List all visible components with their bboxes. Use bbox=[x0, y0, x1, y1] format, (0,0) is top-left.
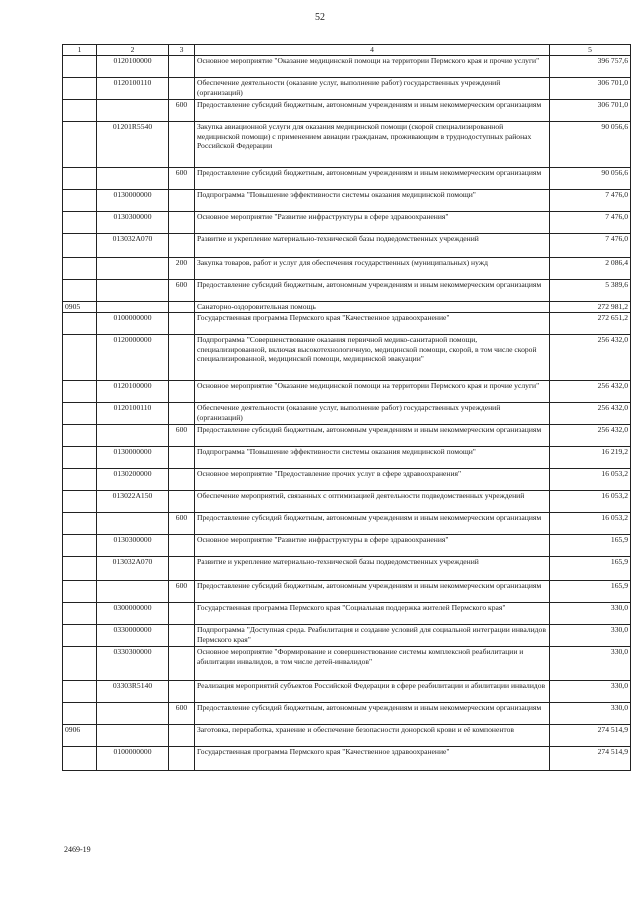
expense-type bbox=[169, 647, 195, 681]
table-row bbox=[63, 335, 631, 381]
expense-type bbox=[169, 212, 195, 234]
target-code bbox=[97, 703, 169, 725]
expense-type: 600 bbox=[169, 513, 195, 535]
section-code bbox=[63, 469, 97, 491]
column-header: 5 bbox=[550, 45, 631, 56]
item-name: Обеспечение деятельности (оказание услуг, выполнение работ) государственных учреждений (организаций) bbox=[195, 78, 550, 100]
item-name: Заготовка, переработка, хранение и обеспечение безопасности донорской крови и её компонентов bbox=[195, 725, 550, 747]
section-code bbox=[63, 56, 97, 78]
item-name: Государственная программа Пермского края "Качественное здравоохранение" bbox=[195, 747, 550, 771]
section-code bbox=[63, 581, 97, 603]
section-code bbox=[63, 234, 97, 258]
table-row bbox=[63, 703, 631, 725]
table-row bbox=[63, 212, 631, 234]
target-code: 013032А070 bbox=[97, 557, 169, 581]
target-code: 03303R5140 bbox=[97, 681, 169, 703]
section-code bbox=[63, 403, 97, 425]
section-code bbox=[63, 491, 97, 513]
target-code bbox=[97, 425, 169, 447]
item-name: Основное мероприятие "Оказание медицинской помощи на территории Пермского края и прочие услуги" bbox=[195, 381, 550, 403]
expense-type bbox=[169, 78, 195, 100]
item-name: Подпрограмма "Повышение эффективности системы оказания медицинской помощи" bbox=[195, 447, 550, 469]
amount: 5 389,6 bbox=[550, 280, 631, 302]
amount: 16 053,2 bbox=[550, 513, 631, 535]
expense-type bbox=[169, 725, 195, 747]
expense-type bbox=[169, 557, 195, 581]
amount: 306 701,0 bbox=[550, 100, 631, 122]
table-row bbox=[63, 681, 631, 703]
section-code bbox=[63, 625, 97, 647]
expense-type bbox=[169, 625, 195, 647]
expense-type: 600 bbox=[169, 280, 195, 302]
target-code bbox=[97, 168, 169, 190]
table-row bbox=[63, 56, 631, 78]
table-row bbox=[63, 647, 631, 681]
section-code bbox=[63, 122, 97, 168]
item-name: Основное мероприятие "Формирование и совершенствование системы комплексной реабилитации и абилитации инвалидов, в том числе детей-инвалидов" bbox=[195, 647, 550, 681]
section-code bbox=[63, 557, 97, 581]
target-code bbox=[97, 513, 169, 535]
section-code bbox=[63, 425, 97, 447]
target-code: 0100000000 bbox=[97, 313, 169, 335]
section-code bbox=[63, 513, 97, 535]
amount: 165,9 bbox=[550, 557, 631, 581]
column-header: 1 bbox=[63, 45, 97, 56]
item-name: Предоставление субсидий бюджетным, автономным учреждениям и иным некоммерческим организациям bbox=[195, 280, 550, 302]
target-code: 0130300000 bbox=[97, 212, 169, 234]
page-number: 52 bbox=[315, 12, 325, 23]
item-name: Развитие и укрепление материально-технической базы подведомственных учреждений bbox=[195, 234, 550, 258]
table-row bbox=[63, 535, 631, 557]
section-code bbox=[63, 747, 97, 771]
expense-type bbox=[169, 681, 195, 703]
section-code bbox=[63, 168, 97, 190]
item-name: Основное мероприятие "Развитие инфраструктуры в сфере здравоохранения" bbox=[195, 535, 550, 557]
target-code bbox=[97, 280, 169, 302]
section-code bbox=[63, 212, 97, 234]
amount: 165,9 bbox=[550, 535, 631, 557]
section-code bbox=[63, 100, 97, 122]
section-code bbox=[63, 447, 97, 469]
table-row bbox=[63, 747, 631, 771]
column-header: 4 bbox=[195, 45, 550, 56]
table-body bbox=[63, 56, 631, 771]
amount: 306 701,0 bbox=[550, 78, 631, 100]
target-code: 0300000000 bbox=[97, 603, 169, 625]
expense-type bbox=[169, 190, 195, 212]
section-code bbox=[63, 335, 97, 381]
target-code: 0130000000 bbox=[97, 447, 169, 469]
table-row bbox=[63, 234, 631, 258]
section-code bbox=[63, 280, 97, 302]
item-name: Основное мероприятие "Оказание медицинской помощи на территории Пермского края и прочие услуги" bbox=[195, 56, 550, 78]
target-code: 01201R5540 bbox=[97, 122, 169, 168]
amount: 396 757,6 bbox=[550, 56, 631, 78]
amount: 16 053,2 bbox=[550, 491, 631, 513]
target-code: 0130200000 bbox=[97, 469, 169, 491]
table-row bbox=[63, 190, 631, 212]
table-row bbox=[63, 513, 631, 535]
document-code: 2469-19 bbox=[64, 845, 91, 854]
table-row bbox=[63, 557, 631, 581]
section-code bbox=[63, 190, 97, 212]
item-name: Подпрограмма "Совершенствование оказания первичной медико-санитарной помощи, специализированной, включая высокотехнологичную, медицинской помощи, скорой, в том числе скорой специализированной, медицинской помощи, медицинской эвакуации" bbox=[195, 335, 550, 381]
target-code: 0130000000 bbox=[97, 190, 169, 212]
item-name: Закупка товаров, работ и услуг для обеспечения государственных (муниципальных) нужд bbox=[195, 258, 550, 280]
expense-type bbox=[169, 381, 195, 403]
table-row bbox=[63, 168, 631, 190]
section-code bbox=[63, 535, 97, 557]
target-code bbox=[97, 725, 169, 747]
column-number-row bbox=[63, 45, 631, 56]
section-code bbox=[63, 313, 97, 335]
section-code bbox=[63, 603, 97, 625]
table-row bbox=[63, 603, 631, 625]
target-code: 0120000000 bbox=[97, 335, 169, 381]
item-name: Предоставление субсидий бюджетным, автономным учреждениям и иным некоммерческим организациям bbox=[195, 581, 550, 603]
amount: 2 086,4 bbox=[550, 258, 631, 280]
item-name: Санаторно-оздоровительная помощь bbox=[195, 302, 550, 313]
table-row bbox=[63, 122, 631, 168]
budget-table bbox=[62, 44, 631, 771]
target-code: 0330000000 bbox=[97, 625, 169, 647]
section-code: 0906 bbox=[63, 725, 97, 747]
target-code: 013022А150 bbox=[97, 491, 169, 513]
expense-type: 600 bbox=[169, 703, 195, 725]
table-row bbox=[63, 403, 631, 425]
item-name: Развитие и укрепление материально-технической базы подведомственных учреждений bbox=[195, 557, 550, 581]
expense-type bbox=[169, 335, 195, 381]
target-code bbox=[97, 302, 169, 313]
expense-type bbox=[169, 535, 195, 557]
target-code: 0120100110 bbox=[97, 78, 169, 100]
expense-type bbox=[169, 122, 195, 168]
target-code: 0130300000 bbox=[97, 535, 169, 557]
target-code: 0120100000 bbox=[97, 381, 169, 403]
expense-type bbox=[169, 447, 195, 469]
item-name: Обеспечение мероприятий, связанных с оптимизацией деятельности подведомственных учреждений bbox=[195, 491, 550, 513]
item-name: Предоставление субсидий бюджетным, автономным учреждениям и иным некоммерческим организациям bbox=[195, 100, 550, 122]
amount: 256 432,0 bbox=[550, 335, 631, 381]
amount: 272 651,2 bbox=[550, 313, 631, 335]
target-code: 013032А070 bbox=[97, 234, 169, 258]
table-row bbox=[63, 313, 631, 335]
section-code: 0905 bbox=[63, 302, 97, 313]
amount: 7 476,0 bbox=[550, 234, 631, 258]
target-code: 0120100000 bbox=[97, 56, 169, 78]
amount: 16 053,2 bbox=[550, 469, 631, 491]
expense-type bbox=[169, 469, 195, 491]
amount: 330,0 bbox=[550, 703, 631, 725]
expense-type bbox=[169, 313, 195, 335]
table-row bbox=[63, 302, 631, 313]
amount: 256 432,0 bbox=[550, 381, 631, 403]
amount: 330,0 bbox=[550, 625, 631, 647]
target-code bbox=[97, 581, 169, 603]
amount: 7 476,0 bbox=[550, 190, 631, 212]
amount: 7 476,0 bbox=[550, 212, 631, 234]
expense-type bbox=[169, 747, 195, 771]
item-name: Подпрограмма "Повышение эффективности системы оказания медицинской помощи" bbox=[195, 190, 550, 212]
table-row bbox=[63, 78, 631, 100]
table-row bbox=[63, 469, 631, 491]
amount: 256 432,0 bbox=[550, 425, 631, 447]
amount: 256 432,0 bbox=[550, 403, 631, 425]
expense-type bbox=[169, 491, 195, 513]
table-row bbox=[63, 625, 631, 647]
item-name: Закупка авиационной услуги для оказания медицинской помощи (скорой специализированной медицинской помощи) с применением авиации гражданам, проживающим в труднодоступных районах Российской Федерации bbox=[195, 122, 550, 168]
table-row bbox=[63, 381, 631, 403]
section-code bbox=[63, 681, 97, 703]
expense-type: 200 bbox=[169, 258, 195, 280]
amount: 330,0 bbox=[550, 603, 631, 625]
item-name: Основное мероприятие "Предоставление прочих услуг в сфере здравоохранения" bbox=[195, 469, 550, 491]
target-code bbox=[97, 100, 169, 122]
table-row bbox=[63, 581, 631, 603]
target-code: 0120100110 bbox=[97, 403, 169, 425]
item-name: Предоставление субсидий бюджетным, автономным учреждениям и иным некоммерческим организациям bbox=[195, 168, 550, 190]
amount: 274 514,9 bbox=[550, 725, 631, 747]
section-code bbox=[63, 647, 97, 681]
item-name: Предоставление субсидий бюджетным, автономным учреждениям и иным некоммерческим организациям bbox=[195, 513, 550, 535]
amount: 90 056,6 bbox=[550, 122, 631, 168]
target-code bbox=[97, 258, 169, 280]
item-name: Государственная программа Пермского края "Социальная поддержка жителей Пермского края" bbox=[195, 603, 550, 625]
table-row bbox=[63, 258, 631, 280]
table-row bbox=[63, 425, 631, 447]
expense-type bbox=[169, 403, 195, 425]
expense-type: 600 bbox=[169, 168, 195, 190]
item-name: Предоставление субсидий бюджетным, автономным учреждениям и иным некоммерческим организациям bbox=[195, 425, 550, 447]
amount: 165,9 bbox=[550, 581, 631, 603]
expense-type bbox=[169, 302, 195, 313]
section-code bbox=[63, 78, 97, 100]
amount: 16 219,2 bbox=[550, 447, 631, 469]
item-name: Реализация мероприятий субъектов Российской Федерации в сфере реабилитации и абилитации инвалидов bbox=[195, 681, 550, 703]
expense-type bbox=[169, 56, 195, 78]
item-name: Предоставление субсидий бюджетным, автономным учреждениям и иным некоммерческим организациям bbox=[195, 703, 550, 725]
expense-type: 600 bbox=[169, 425, 195, 447]
amount: 90 056,6 bbox=[550, 168, 631, 190]
table-row bbox=[63, 100, 631, 122]
table-row bbox=[63, 447, 631, 469]
target-code: 0100000000 bbox=[97, 747, 169, 771]
section-code bbox=[63, 258, 97, 280]
item-name: Основное мероприятие "Развитие инфраструктуры в сфере здравоохранения" bbox=[195, 212, 550, 234]
expense-type: 600 bbox=[169, 581, 195, 603]
expense-type bbox=[169, 234, 195, 258]
item-name: Подпрограмма "Доступная среда. Реабилитация и создание условий для социальной интеграции инвалидов Пермского края" bbox=[195, 625, 550, 647]
column-header: 2 bbox=[97, 45, 169, 56]
amount: 330,0 bbox=[550, 681, 631, 703]
target-code: 0330300000 bbox=[97, 647, 169, 681]
table-row bbox=[63, 725, 631, 747]
column-header: 3 bbox=[169, 45, 195, 56]
section-code bbox=[63, 703, 97, 725]
item-name: Обеспечение деятельности (оказание услуг, выполнение работ) государственных учреждений (организаций) bbox=[195, 403, 550, 425]
table-row bbox=[63, 280, 631, 302]
section-code bbox=[63, 381, 97, 403]
item-name: Государственная программа Пермского края "Качественное здравоохранение" bbox=[195, 313, 550, 335]
amount: 330,0 bbox=[550, 647, 631, 681]
amount: 274 514,9 bbox=[550, 747, 631, 771]
expense-type bbox=[169, 603, 195, 625]
expense-type: 600 bbox=[169, 100, 195, 122]
table-row bbox=[63, 491, 631, 513]
amount: 272 981,2 bbox=[550, 302, 631, 313]
